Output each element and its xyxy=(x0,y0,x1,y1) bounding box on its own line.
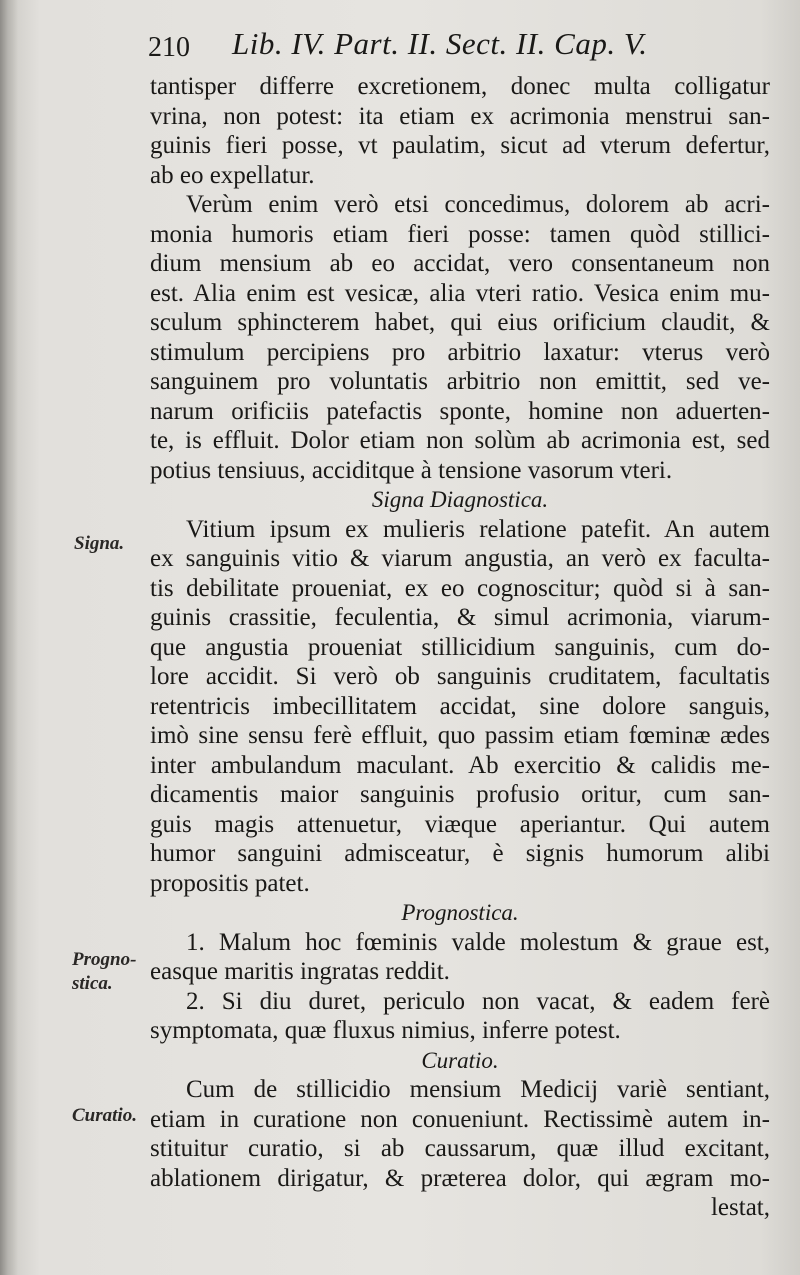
text-line: guis magis attenuetur, viæque aperiantur. Qui autem xyxy=(150,810,770,838)
text-line: tis debilitate proueniat, ex eo cognoscitur; quòd si à san- xyxy=(150,574,770,602)
text-line: ablationem dirigatur, & præterea dolor, qui ægram mo- xyxy=(150,1164,770,1192)
text-line: propositis patet. xyxy=(150,869,310,897)
running-title: Lib. IV. Part. II. Sect. II. Cap. V. xyxy=(232,26,648,61)
text-line: etiam in curatione non conueniunt. Rectissimè autem in- xyxy=(150,1105,770,1133)
section-heading-curatio: Curatio. xyxy=(421,1047,499,1073)
text-line: inter ambulandum maculant. Ab exercitio & calidis me- xyxy=(150,751,770,779)
text-line: monia humoris etiam fieri posse: tamen quòd stillici- xyxy=(150,220,770,248)
text-line: te, is effluit. Dolor etiam non solùm ab acrimonia est, sed xyxy=(150,427,770,454)
text-line: 1. Malum hoc fœminis valde molestum & graue est, xyxy=(186,928,770,956)
text-line: ex sanguinis vitio & viarum angustia, an verò ex faculta- xyxy=(150,545,770,572)
margin-note-prognostica-line-1: Progno- xyxy=(72,949,137,970)
section-heading-prognostica: Prognostica. xyxy=(401,900,519,925)
text-line: sculum sphincterem habet, qui eius orificium claudit, & xyxy=(150,309,770,336)
text-line: tantisper differre excretionem, donec multa colligatur xyxy=(150,73,770,100)
text-line: dicamentis maior sanguinis profusio oritur, cum san- xyxy=(150,781,770,808)
text-line: est. Alia enim est vesicæ, alia vteri ratio. Vesica enim mu- xyxy=(150,279,770,307)
text-line: retentricis imbecillitatem accidat, sine dolore sanguis, xyxy=(150,692,770,720)
text-line: symptomata, quæ fluxus nimius, inferre potest. xyxy=(150,1017,621,1044)
text-line: guinis fieri posse, vt paulatim, sicut ad vterum defertur, xyxy=(150,132,770,159)
text-line: stimulum percipiens pro arbitrio laxatur: vterus verò xyxy=(150,338,770,366)
text-line: imò sine sensu ferè effluit, quo passim etiam fœminæ ædes xyxy=(150,722,770,749)
margin-note-curatio: Curatio. xyxy=(72,1105,137,1126)
page-header xyxy=(148,26,768,72)
margin-note-prognostica xyxy=(72,948,136,996)
text-line: narum orificiis patefactis sponte, homine non aduerten- xyxy=(150,397,770,425)
body-text xyxy=(150,72,770,1223)
margin-note-prognostica-line-2: stica. xyxy=(72,973,113,994)
text-line: easque maritis ingratas reddit. xyxy=(150,958,450,985)
text-line: lestat, xyxy=(710,1194,770,1221)
text-line: vrina, non potest: ita etiam ex acrimonia menstrui san- xyxy=(150,102,770,130)
text-line: ab eo expellatur. xyxy=(150,161,315,189)
text-line: potius tensiuus, acciditque à tensione vasorum vteri. xyxy=(150,456,673,484)
page-gutter-shadow xyxy=(0,0,18,1275)
page-number: 210 xyxy=(148,32,190,63)
text-line: dium mensium ab eo accidat, vero consentaneum non xyxy=(150,250,770,277)
text-line: que angustia proueniat stillicidium sanguinis, cum do- xyxy=(150,633,770,661)
text-line: Cum de stillicidio mensium Medicij variè sentiant, xyxy=(186,1076,770,1103)
text-line: 2. Si diu duret, periculo non vacat, & eadem ferè xyxy=(186,987,770,1015)
margin-note-signa: Signa. xyxy=(74,533,125,554)
text-line: Verùm enim verò etsi concedimus, dolorem ab acri- xyxy=(186,191,770,218)
section-heading-signa-diagnostica: Signa Diagnostica. xyxy=(371,487,549,512)
text-line: Vitium ipsum ex mulieris relatione patefit. An autem xyxy=(186,515,770,543)
text-line: sanguinem pro voluntatis arbitrio non emittit, sed ve- xyxy=(150,368,770,395)
text-line: humor sanguini admisceatur, è signis humorum alibi xyxy=(150,840,770,867)
text-line: lore accidit. Si verò ob sanguinis cruditatem, facultatis xyxy=(150,663,770,690)
text-line: guinis crassitie, feculentia, & simul acrimonia, viarum- xyxy=(150,604,770,631)
text-line: stituitur curatio, si ab caussarum, quæ illud excitant, xyxy=(150,1135,770,1162)
